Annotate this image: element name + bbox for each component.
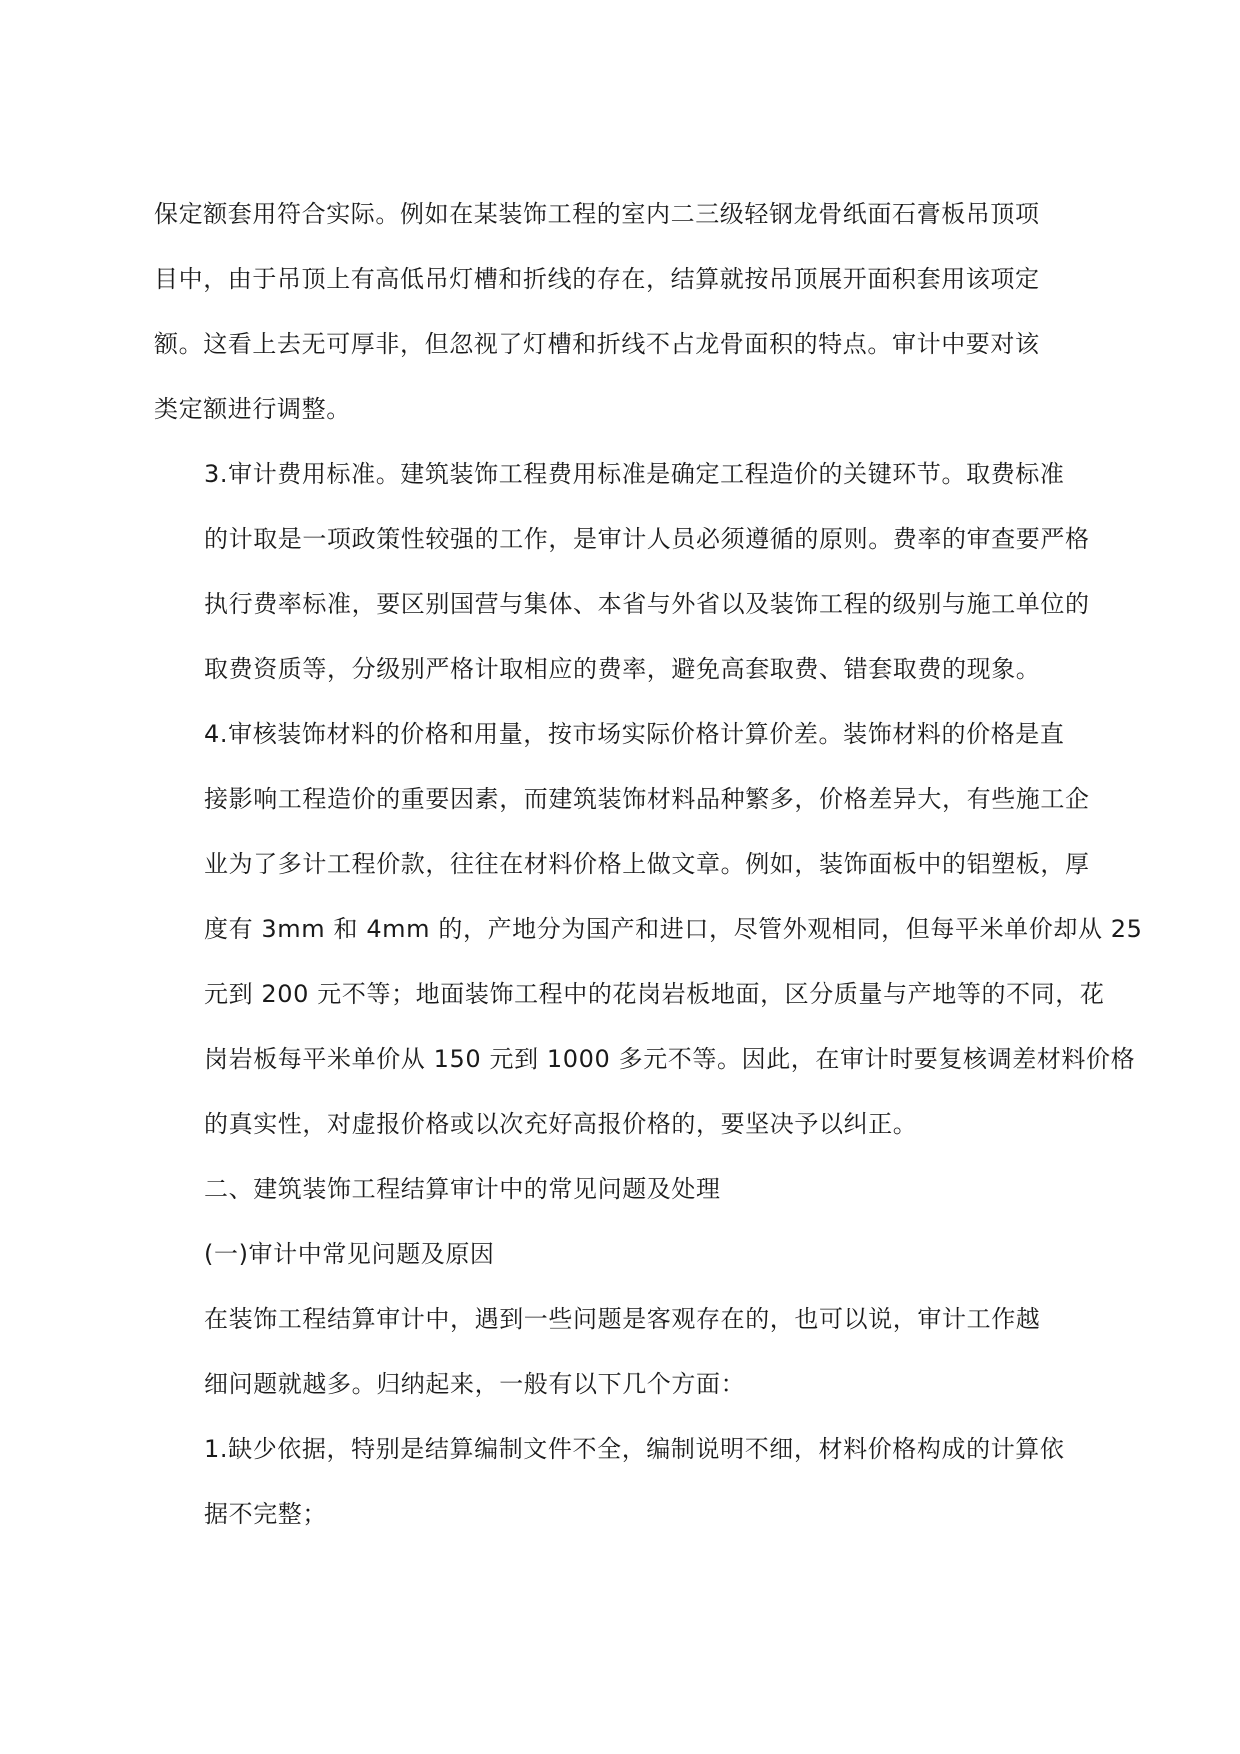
paragraph-issue-1	[154, 1417, 1084, 1547]
text-line: 二、建筑装饰工程结算审计中的常见问题及处理	[204, 1175, 721, 1203]
document-page	[154, 182, 1143, 1547]
paragraph-material-price	[154, 702, 1143, 1157]
text-line: 岗岩板每平米单价从 150 元到 1000 多元不等。因此，在审计时要复核调差材料价格	[204, 1045, 1136, 1073]
text-line: 1.缺少依据，特别是结算编制文件不全，编制说明不细，材料价格构成的计算依	[204, 1435, 1065, 1463]
text-line: 目中，由于吊顶上有高低吊灯槽和折线的存在，结算就按吊顶展开面积套用该项定	[154, 265, 1040, 293]
text-line: 据不完整；	[204, 1500, 327, 1528]
text-line: 度有 3mm 和 4mm 的，产地分为国产和进口，尽管外观相同，但每平米单价却从 25	[204, 915, 1143, 943]
text-line: 额。这看上去无可厚非，但忽视了灯槽和折线不占龙骨面积的特点。审计中要对该	[154, 330, 1040, 358]
text-line: 4.审核装饰材料的价格和用量，按市场实际价格计算价差。装饰材料的价格是直	[204, 720, 1065, 748]
text-line: 的真实性，对虚报价格或以次充好高报价格的，要坚决予以纠正。	[204, 1110, 918, 1138]
text-line: 执行费率标准，要区别国营与集体、本省与外省以及装饰工程的级别与施工单位的	[204, 590, 1090, 618]
paragraph-quota-application	[154, 182, 1084, 442]
text-line: 业为了多计工程价款，往往在材料价格上做文章。例如，装饰面板中的铝塑板，厚	[204, 850, 1090, 878]
paragraph-common-issues-intro	[154, 1287, 1084, 1417]
subsection-heading	[154, 1222, 1084, 1287]
section-heading	[154, 1157, 1084, 1222]
paragraph-fee-standard	[154, 442, 1090, 702]
text-line: 细问题就越多。归纳起来，一般有以下几个方面：	[204, 1370, 746, 1398]
text-line: 元到 200 元不等；地面装饰工程中的花岗岩板地面，区分质量与产地等的不同，花	[204, 980, 1105, 1008]
text-line: 在装饰工程结算审计中，遇到一些问题是客观存在的，也可以说，审计工作越	[204, 1305, 1041, 1333]
text-line: 3.审计费用标准。建筑装饰工程费用标准是确定工程造价的关键环节。取费标准	[204, 460, 1065, 488]
text-line: (一)审计中常见问题及原因	[204, 1240, 495, 1268]
text-line: 的计取是一项政策性较强的工作，是审计人员必须遵循的原则。费率的审查要严格	[204, 525, 1090, 553]
text-line: 取费资质等，分级别严格计取相应的费率，避免高套取费、错套取费的现象。	[204, 655, 1041, 683]
text-line: 保定额套用符合实际。例如在某装饰工程的室内二三级轻钢龙骨纸面石膏板吊顶项	[154, 200, 1040, 228]
text-line: 接影响工程造价的重要因素，而建筑装饰材料品种繁多，价格差异大，有些施工企	[204, 785, 1090, 813]
text-line: 类定额进行调整。	[154, 395, 351, 423]
